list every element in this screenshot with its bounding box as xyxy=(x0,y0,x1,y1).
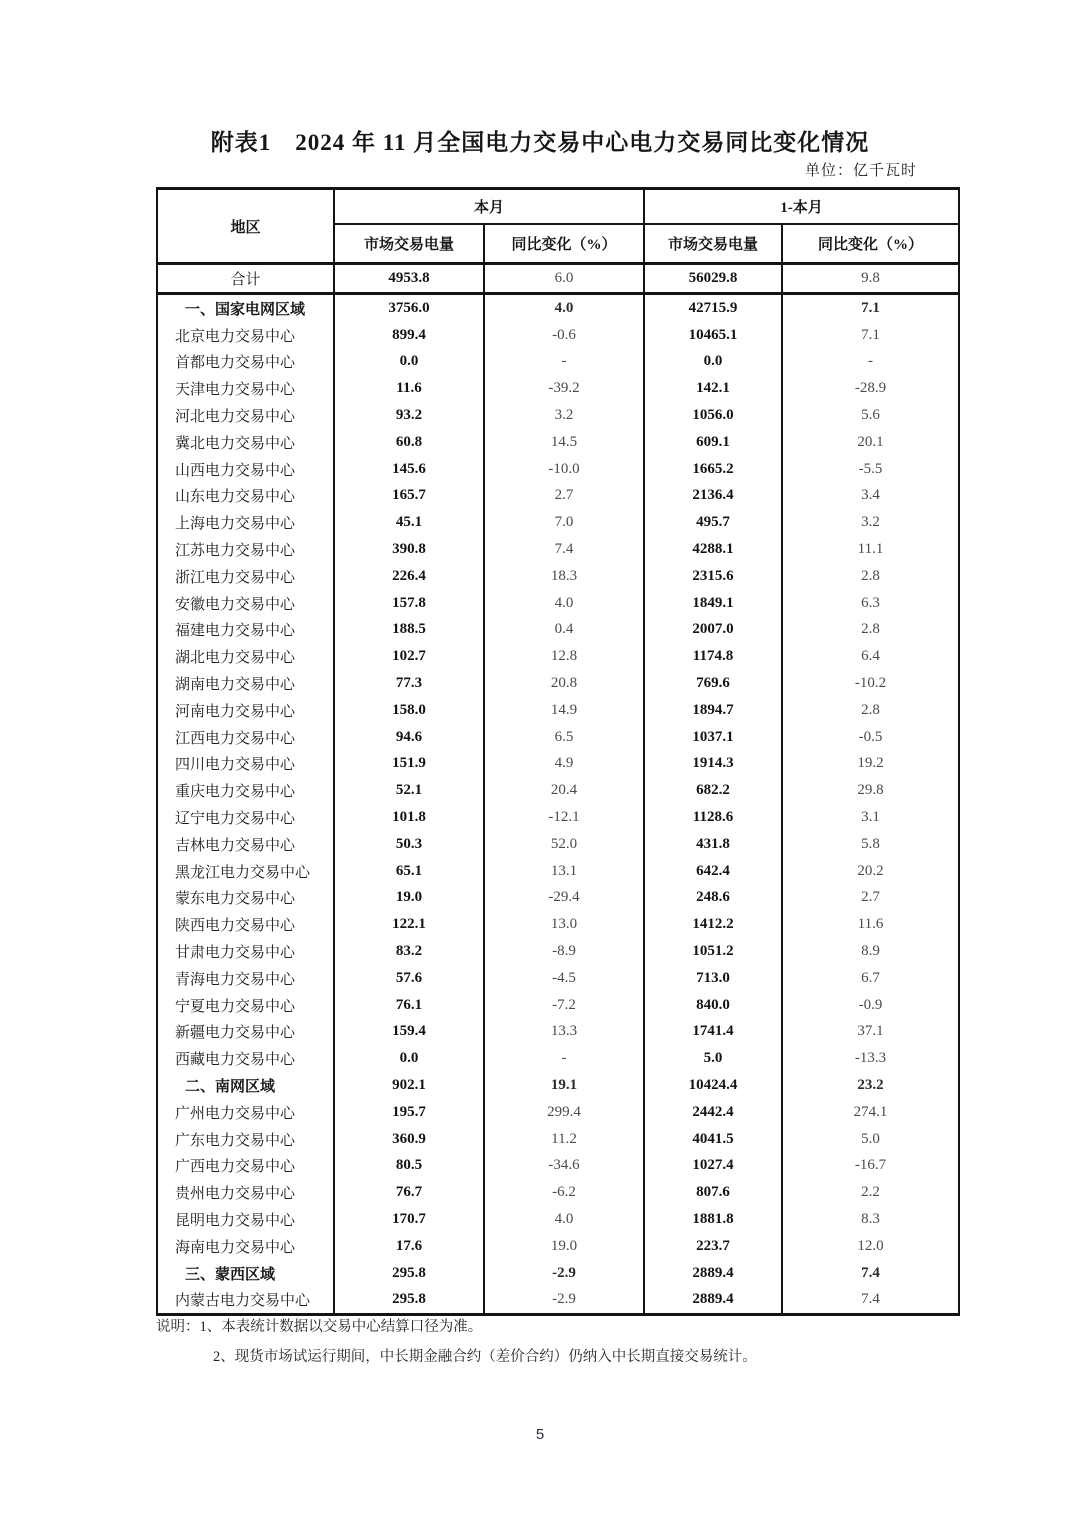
yoy-change-cell: -6.2 xyxy=(484,1179,644,1206)
yoy-change-cell: 7.4 xyxy=(782,1286,959,1314)
volume-cell: 4288.1 xyxy=(644,536,782,563)
note-line-1: 说明：1、本表统计数据以交易中心结算口径为准。 xyxy=(156,1319,483,1335)
yoy-change-cell: 19.0 xyxy=(484,1233,644,1260)
yoy-change-cell: 13.0 xyxy=(484,911,644,938)
region-name-cell: 上海电力交易中心 xyxy=(157,509,334,536)
table-row xyxy=(157,643,959,670)
volume-cell: 65.1 xyxy=(334,858,484,885)
volume-cell: 2442.4 xyxy=(644,1099,782,1126)
header-cumulative-months: 1-本月 xyxy=(644,189,959,225)
region-name-cell: 一、国家电网区域 xyxy=(157,294,334,322)
table-row xyxy=(157,322,959,349)
yoy-change-cell: 2.8 xyxy=(782,617,959,644)
yoy-change-cell: 4.0 xyxy=(484,1206,644,1233)
volume-cell: 1881.8 xyxy=(644,1206,782,1233)
yoy-change-cell: 6.5 xyxy=(484,724,644,751)
table-row xyxy=(157,804,959,831)
table-header xyxy=(157,189,959,264)
header-yoy-cumulative: 同比变化（%） xyxy=(782,224,959,264)
table-row xyxy=(157,264,959,294)
volume-cell: 4041.5 xyxy=(644,1126,782,1153)
volume-cell: 2889.4 xyxy=(644,1286,782,1314)
region-name-cell: 湖北电力交易中心 xyxy=(157,643,334,670)
region-name-cell: 天津电力交易中心 xyxy=(157,375,334,402)
volume-cell: 899.4 xyxy=(334,322,484,349)
table-row xyxy=(157,1260,959,1287)
table-notes xyxy=(156,1312,916,1372)
yoy-change-cell: -12.1 xyxy=(484,804,644,831)
yoy-change-cell: 13.1 xyxy=(484,858,644,885)
yoy-change-cell: 18.3 xyxy=(484,563,644,590)
table-row xyxy=(157,509,959,536)
volume-cell: 642.4 xyxy=(644,858,782,885)
table-row xyxy=(157,751,959,778)
volume-cell: 151.9 xyxy=(334,751,484,778)
volume-cell: 226.4 xyxy=(334,563,484,590)
volume-cell: 165.7 xyxy=(334,483,484,510)
region-name-cell: 二、南网区域 xyxy=(157,1072,334,1099)
yoy-change-cell: 6.7 xyxy=(782,965,959,992)
header-yoy-current: 同比变化（%） xyxy=(484,224,644,264)
page-title: 附表1 2024 年 11 月全国电力交易中心电力交易同比变化情况 xyxy=(210,130,870,155)
volume-cell: 19.0 xyxy=(334,885,484,912)
yoy-change-cell: 14.5 xyxy=(484,429,644,456)
yoy-change-cell: 7.1 xyxy=(782,294,959,322)
volume-cell: 5.0 xyxy=(644,1045,782,1072)
yoy-change-cell: -16.7 xyxy=(782,1153,959,1180)
volume-cell: 0.0 xyxy=(644,349,782,376)
volume-cell: 52.1 xyxy=(334,777,484,804)
volume-cell: 45.1 xyxy=(334,509,484,536)
region-name-cell: 广东电力交易中心 xyxy=(157,1126,334,1153)
region-name-cell: 吉林电力交易中心 xyxy=(157,831,334,858)
yoy-change-cell: 2.8 xyxy=(782,563,959,590)
region-name-cell: 山西电力交易中心 xyxy=(157,456,334,483)
yoy-change-cell: -10.0 xyxy=(484,456,644,483)
yoy-change-cell: 14.9 xyxy=(484,697,644,724)
table-row xyxy=(157,294,959,322)
volume-cell: 42715.9 xyxy=(644,294,782,322)
volume-cell: 1894.7 xyxy=(644,697,782,724)
table-row xyxy=(157,456,959,483)
volume-cell: 295.8 xyxy=(334,1286,484,1314)
volume-cell: 50.3 xyxy=(334,831,484,858)
volume-cell: 713.0 xyxy=(644,965,782,992)
table-row xyxy=(157,777,959,804)
yoy-change-cell: 3.2 xyxy=(484,402,644,429)
volume-cell: 102.7 xyxy=(334,643,484,670)
yoy-change-cell: 7.1 xyxy=(782,322,959,349)
table-row xyxy=(157,1233,959,1260)
volume-cell: 57.6 xyxy=(334,965,484,992)
region-name-cell: 河南电力交易中心 xyxy=(157,697,334,724)
volume-cell: 60.8 xyxy=(334,429,484,456)
volume-cell: 1412.2 xyxy=(644,911,782,938)
region-name-cell: 合计 xyxy=(157,264,334,294)
region-name-cell: 广西电力交易中心 xyxy=(157,1153,334,1180)
region-name-cell: 宁夏电力交易中心 xyxy=(157,992,334,1019)
table-row xyxy=(157,992,959,1019)
table-row xyxy=(157,724,959,751)
yoy-change-cell: -5.5 xyxy=(782,456,959,483)
table-row xyxy=(157,483,959,510)
yoy-change-cell: 2.7 xyxy=(484,483,644,510)
region-name-cell: 陕西电力交易中心 xyxy=(157,911,334,938)
yoy-change-cell: 11.6 xyxy=(782,911,959,938)
region-name-cell: 辽宁电力交易中心 xyxy=(157,804,334,831)
yoy-change-cell: 23.2 xyxy=(782,1072,959,1099)
volume-cell: 76.7 xyxy=(334,1179,484,1206)
yoy-change-cell: -0.9 xyxy=(782,992,959,1019)
volume-cell: 1027.4 xyxy=(644,1153,782,1180)
yoy-change-cell: -28.9 xyxy=(782,375,959,402)
region-name-cell: 重庆电力交易中心 xyxy=(157,777,334,804)
volume-cell: 248.6 xyxy=(644,885,782,912)
volume-cell: 2136.4 xyxy=(644,483,782,510)
table-row xyxy=(157,938,959,965)
yoy-change-cell: 2.2 xyxy=(782,1179,959,1206)
volume-cell: 0.0 xyxy=(334,349,484,376)
volume-cell: 158.0 xyxy=(334,697,484,724)
header-volume-current: 市场交易电量 xyxy=(334,224,484,264)
table-row xyxy=(157,429,959,456)
yoy-change-cell: 8.9 xyxy=(782,938,959,965)
yoy-change-cell: 11.1 xyxy=(782,536,959,563)
yoy-change-cell: 37.1 xyxy=(782,1019,959,1046)
region-name-cell: 浙江电力交易中心 xyxy=(157,563,334,590)
region-name-cell: 江西电力交易中心 xyxy=(157,724,334,751)
region-name-cell: 河北电力交易中心 xyxy=(157,402,334,429)
volume-cell: 101.8 xyxy=(334,804,484,831)
yoy-change-cell: 7.4 xyxy=(782,1260,959,1287)
yoy-change-cell: 3.4 xyxy=(782,483,959,510)
volume-cell: 1056.0 xyxy=(644,402,782,429)
volume-cell: 4953.8 xyxy=(334,264,484,294)
yoy-change-cell: 20.4 xyxy=(484,777,644,804)
header-current-month: 本月 xyxy=(334,189,644,225)
yoy-change-cell: 19.1 xyxy=(484,1072,644,1099)
region-name-cell: 四川电力交易中心 xyxy=(157,751,334,778)
volume-cell: 1128.6 xyxy=(644,804,782,831)
volume-cell: 1914.3 xyxy=(644,751,782,778)
region-name-cell: 北京电力交易中心 xyxy=(157,322,334,349)
volume-cell: 495.7 xyxy=(644,509,782,536)
header-region: 地区 xyxy=(157,189,334,264)
region-name-cell: 青海电力交易中心 xyxy=(157,965,334,992)
yoy-change-cell: 2.7 xyxy=(782,885,959,912)
table-row xyxy=(157,617,959,644)
table-row xyxy=(157,375,959,402)
power-trading-table xyxy=(156,187,960,1316)
yoy-change-cell: 7.0 xyxy=(484,509,644,536)
note-line-2: 2、现货市场试运行期间，中长期金融合约（差价合约）仍纳入中长期直接交易统计。 xyxy=(213,1349,757,1365)
region-name-cell: 江苏电力交易中心 xyxy=(157,536,334,563)
table-row xyxy=(157,536,959,563)
table-row xyxy=(157,1286,959,1314)
table-row xyxy=(157,590,959,617)
volume-cell: 295.8 xyxy=(334,1260,484,1287)
yoy-change-cell: 274.1 xyxy=(782,1099,959,1126)
volume-cell: 3756.0 xyxy=(334,294,484,322)
region-name-cell: 海南电力交易中心 xyxy=(157,1233,334,1260)
yoy-change-cell: 11.2 xyxy=(484,1126,644,1153)
region-name-cell: 福建电力交易中心 xyxy=(157,617,334,644)
volume-cell: 11.6 xyxy=(334,375,484,402)
volume-cell: 10465.1 xyxy=(644,322,782,349)
volume-cell: 360.9 xyxy=(334,1126,484,1153)
yoy-change-cell: -2.9 xyxy=(484,1286,644,1314)
table-row xyxy=(157,349,959,376)
table-row xyxy=(157,831,959,858)
volume-cell: 807.6 xyxy=(644,1179,782,1206)
volume-cell: 76.1 xyxy=(334,992,484,1019)
volume-cell: 0.0 xyxy=(334,1045,484,1072)
volume-cell: 93.2 xyxy=(334,402,484,429)
table-row xyxy=(157,697,959,724)
yoy-change-cell: - xyxy=(484,1045,644,1072)
yoy-change-cell: 2.8 xyxy=(782,697,959,724)
volume-cell: 2315.6 xyxy=(644,563,782,590)
region-name-cell: 首都电力交易中心 xyxy=(157,349,334,376)
yoy-change-cell: 3.1 xyxy=(782,804,959,831)
header-volume-cumulative: 市场交易电量 xyxy=(644,224,782,264)
volume-cell: 10424.4 xyxy=(644,1072,782,1099)
region-name-cell: 蒙东电力交易中心 xyxy=(157,885,334,912)
table-row xyxy=(157,965,959,992)
volume-cell: 80.5 xyxy=(334,1153,484,1180)
table-row xyxy=(157,563,959,590)
region-name-cell: 安徽电力交易中心 xyxy=(157,590,334,617)
region-name-cell: 广州电力交易中心 xyxy=(157,1099,334,1126)
yoy-change-cell: 20.1 xyxy=(782,429,959,456)
yoy-change-cell: 7.4 xyxy=(484,536,644,563)
table-row xyxy=(157,1153,959,1180)
volume-cell: 195.7 xyxy=(334,1099,484,1126)
volume-cell: 145.6 xyxy=(334,456,484,483)
volume-cell: 1037.1 xyxy=(644,724,782,751)
yoy-change-cell: 4.0 xyxy=(484,590,644,617)
yoy-change-cell: 6.4 xyxy=(782,643,959,670)
yoy-change-cell: - xyxy=(782,349,959,376)
volume-cell: 188.5 xyxy=(334,617,484,644)
yoy-change-cell: -8.9 xyxy=(484,938,644,965)
region-name-cell: 西藏电力交易中心 xyxy=(157,1045,334,1072)
table-row xyxy=(157,1099,959,1126)
yoy-change-cell: 19.2 xyxy=(782,751,959,778)
table-row xyxy=(157,1206,959,1233)
volume-cell: 609.1 xyxy=(644,429,782,456)
volume-cell: 159.4 xyxy=(334,1019,484,1046)
yoy-change-cell: 5.0 xyxy=(782,1126,959,1153)
yoy-change-cell: -0.5 xyxy=(782,724,959,751)
table-row xyxy=(157,1179,959,1206)
yoy-change-cell: 9.8 xyxy=(782,264,959,294)
volume-cell: 157.8 xyxy=(334,590,484,617)
yoy-change-cell: -0.6 xyxy=(484,322,644,349)
yoy-change-cell: 12.8 xyxy=(484,643,644,670)
yoy-change-cell: -13.3 xyxy=(782,1045,959,1072)
yoy-change-cell: -7.2 xyxy=(484,992,644,1019)
volume-cell: 390.8 xyxy=(334,536,484,563)
volume-cell: 769.6 xyxy=(644,670,782,697)
volume-cell: 1051.2 xyxy=(644,938,782,965)
table-row xyxy=(157,402,959,429)
volume-cell: 94.6 xyxy=(334,724,484,751)
yoy-change-cell: 6.0 xyxy=(484,264,644,294)
yoy-change-cell: 52.0 xyxy=(484,831,644,858)
yoy-change-cell: 29.8 xyxy=(782,777,959,804)
volume-cell: 1849.1 xyxy=(644,590,782,617)
table-body xyxy=(157,264,959,1315)
region-name-cell: 山东电力交易中心 xyxy=(157,483,334,510)
volume-cell: 682.2 xyxy=(644,777,782,804)
volume-cell: 1741.4 xyxy=(644,1019,782,1046)
region-name-cell: 黑龙江电力交易中心 xyxy=(157,858,334,885)
yoy-change-cell: 0.4 xyxy=(484,617,644,644)
region-name-cell: 昆明电力交易中心 xyxy=(157,1206,334,1233)
volume-cell: 122.1 xyxy=(334,911,484,938)
yoy-change-cell: 8.3 xyxy=(782,1206,959,1233)
yoy-change-cell: 13.3 xyxy=(484,1019,644,1046)
volume-cell: 840.0 xyxy=(644,992,782,1019)
yoy-change-cell: 299.4 xyxy=(484,1099,644,1126)
volume-cell: 902.1 xyxy=(334,1072,484,1099)
yoy-change-cell: -34.6 xyxy=(484,1153,644,1180)
table-row xyxy=(157,1045,959,1072)
volume-cell: 223.7 xyxy=(644,1233,782,1260)
yoy-change-cell: 5.6 xyxy=(782,402,959,429)
yoy-change-cell: -39.2 xyxy=(484,375,644,402)
yoy-change-cell: 20.8 xyxy=(484,670,644,697)
yoy-change-cell: 5.8 xyxy=(782,831,959,858)
yoy-change-cell: 12.0 xyxy=(782,1233,959,1260)
volume-cell: 83.2 xyxy=(334,938,484,965)
region-name-cell: 湖南电力交易中心 xyxy=(157,670,334,697)
volume-cell: 170.7 xyxy=(334,1206,484,1233)
table-row xyxy=(157,1019,959,1046)
unit-label: 单位：亿千瓦时 xyxy=(804,163,917,179)
table-row xyxy=(157,670,959,697)
volume-cell: 2007.0 xyxy=(644,617,782,644)
volume-cell: 431.8 xyxy=(644,831,782,858)
volume-cell: 17.6 xyxy=(334,1233,484,1260)
region-name-cell: 三、蒙西区域 xyxy=(157,1260,334,1287)
yoy-change-cell: 3.2 xyxy=(782,509,959,536)
yoy-change-cell: -29.4 xyxy=(484,885,644,912)
yoy-change-cell: 4.0 xyxy=(484,294,644,322)
yoy-change-cell: 20.2 xyxy=(782,858,959,885)
volume-cell: 1665.2 xyxy=(644,456,782,483)
yoy-change-cell: - xyxy=(484,349,644,376)
yoy-change-cell: -4.5 xyxy=(484,965,644,992)
table-row xyxy=(157,911,959,938)
table-row xyxy=(157,858,959,885)
yoy-change-cell: 6.3 xyxy=(782,590,959,617)
volume-cell: 56029.8 xyxy=(644,264,782,294)
yoy-change-cell: 4.9 xyxy=(484,751,644,778)
region-name-cell: 甘肃电力交易中心 xyxy=(157,938,334,965)
page-number: 5 xyxy=(535,1426,545,1443)
volume-cell: 77.3 xyxy=(334,670,484,697)
region-name-cell: 新疆电力交易中心 xyxy=(157,1019,334,1046)
yoy-change-cell: -2.9 xyxy=(484,1260,644,1287)
region-name-cell: 冀北电力交易中心 xyxy=(157,429,334,456)
volume-cell: 1174.8 xyxy=(644,643,782,670)
header-group-row xyxy=(157,189,959,225)
region-name-cell: 内蒙古电力交易中心 xyxy=(157,1286,334,1314)
table-row xyxy=(157,885,959,912)
region-name-cell: 贵州电力交易中心 xyxy=(157,1179,334,1206)
yoy-change-cell: -10.2 xyxy=(782,670,959,697)
volume-cell: 2889.4 xyxy=(644,1260,782,1287)
volume-cell: 142.1 xyxy=(644,375,782,402)
table-row xyxy=(157,1072,959,1099)
table-row xyxy=(157,1126,959,1153)
